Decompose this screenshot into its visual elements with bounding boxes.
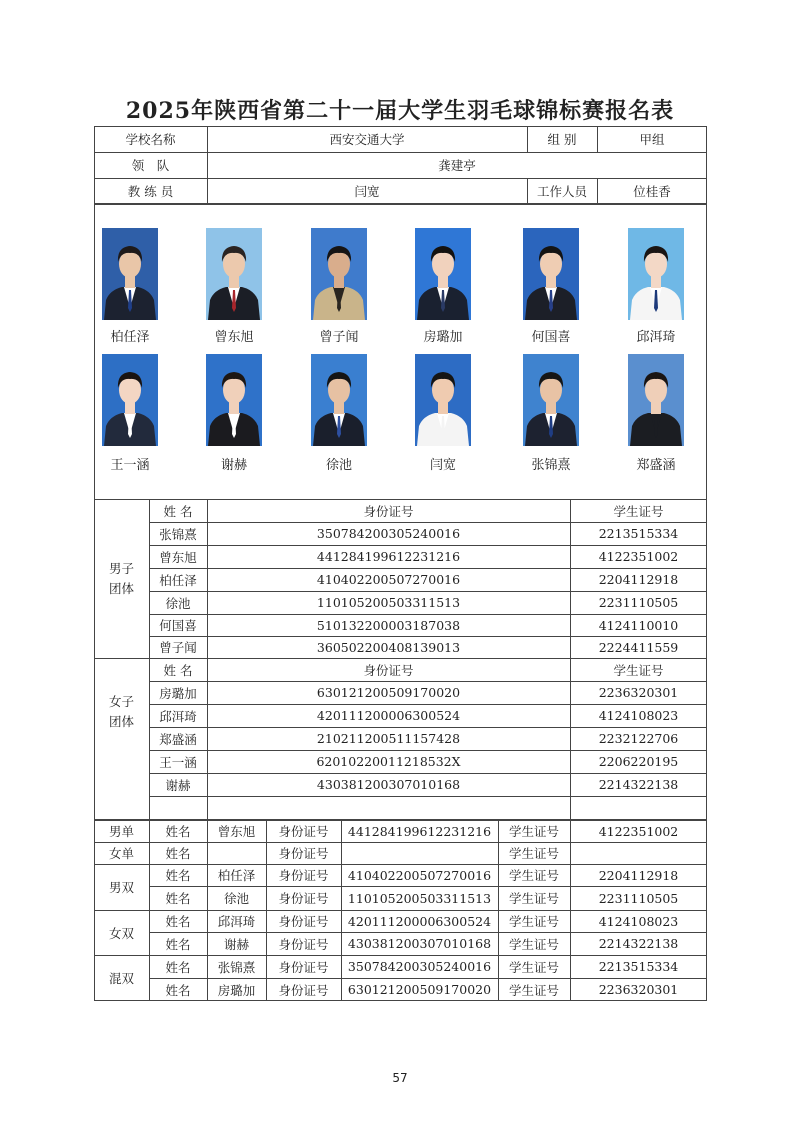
- portrait-image: [102, 354, 158, 446]
- event-player-id: 430381200307010168: [347, 936, 492, 951]
- team-player-id: 210211200511157428: [316, 731, 461, 746]
- staff-value: 位桂香: [633, 184, 671, 199]
- id-photo: [415, 228, 471, 320]
- id-label: 身份证号: [278, 982, 329, 998]
- name-label: 姓名: [165, 846, 191, 861]
- id-label: 身份证号: [278, 824, 329, 839]
- name-label: 姓名: [165, 936, 191, 952]
- name-label: 姓名: [165, 914, 191, 929]
- id-photo: [206, 354, 262, 446]
- coach-label: 教 练 员: [127, 184, 174, 199]
- event-player-name: 房璐加: [217, 982, 256, 998]
- team-player-student-id: 2213515334: [598, 526, 679, 541]
- men-team-label: 男子 团体: [108, 560, 134, 596]
- col-id-header: 身份证号: [363, 662, 414, 678]
- team-player-student-id: 2236320301: [598, 685, 679, 700]
- group-value: 甲组: [639, 132, 665, 147]
- school-value: 西安交通大学: [329, 132, 405, 147]
- team-player-student-id: 2206220195: [598, 754, 679, 769]
- team-player-id: 350784200305240016: [316, 526, 461, 541]
- portrait-image: [415, 228, 471, 320]
- team-player-id: 110105200503311513: [316, 595, 461, 610]
- team-player-student-id: 2204112918: [598, 572, 679, 587]
- id-photo: [415, 354, 471, 446]
- col-name-header: 姓 名: [163, 662, 193, 678]
- team-player-name: 王一涵: [159, 754, 197, 770]
- portrait-image: [628, 228, 684, 320]
- name-label: 姓名: [165, 824, 191, 839]
- photo-caption: 房璐加: [423, 330, 463, 345]
- photo-caption: 徐池: [325, 458, 352, 473]
- name-label: 姓名: [165, 959, 191, 975]
- event-player-id: 630121200509170020: [347, 982, 492, 997]
- group-label: 组 别: [547, 132, 577, 147]
- team-player-name: 谢赫: [165, 777, 191, 793]
- team-player-id: 410402200507270016: [316, 572, 461, 587]
- portrait-image: [415, 354, 471, 446]
- id-photo: [206, 228, 262, 320]
- team-player-id: 430381200307010168: [316, 777, 461, 792]
- portrait-image: [102, 228, 158, 320]
- photo-caption: 谢赫: [220, 458, 247, 473]
- student-id-label: 学生证号: [508, 936, 559, 952]
- team-player-name: 何国喜: [159, 618, 197, 633]
- event-player-name: 张锦熹: [217, 959, 256, 975]
- event-player-name: 谢赫: [223, 936, 249, 952]
- id-photo: [628, 228, 684, 320]
- event-player-name: 柏任泽: [217, 868, 256, 883]
- portrait-image: [311, 354, 367, 446]
- col-student-header: 学生证号: [613, 503, 664, 519]
- team-player-id: 62010220011218532X: [316, 754, 461, 769]
- team-player-name: 郑盛涵: [159, 731, 197, 747]
- event-player-id: 420111200006300524: [347, 913, 492, 929]
- event-player-id: 110105200503311513: [347, 890, 492, 906]
- team-player-name: 张锦熹: [159, 526, 197, 542]
- men-double-label: 男双: [108, 880, 134, 895]
- name-label: 姓名: [165, 868, 191, 883]
- id-photo: [102, 354, 158, 446]
- id-label: 身份证号: [278, 846, 329, 861]
- event-player-name: 徐池: [223, 891, 249, 906]
- event-player-student-id: 4124108023: [598, 913, 679, 929]
- team-player-name: 房璐加: [159, 685, 197, 701]
- event-player-id: 350784200305240016: [347, 959, 492, 974]
- team-player-name: 徐池: [165, 595, 191, 611]
- coach-value: 闫宽: [354, 184, 380, 199]
- team-player-student-id: 4124110010: [598, 617, 679, 633]
- women-double-label: 女双: [108, 925, 134, 941]
- team-player-name: 邱洱琦: [159, 708, 197, 724]
- team-player-id: 420111200006300524: [316, 708, 461, 723]
- photo-caption: 何国喜: [531, 330, 571, 345]
- event-player-name: 曾东旭: [217, 824, 256, 839]
- name-label: 姓名: [165, 982, 191, 998]
- team-player-student-id: 4124108023: [598, 708, 679, 723]
- photo-caption: 郑盛涵: [636, 458, 676, 473]
- id-label: 身份证号: [278, 868, 329, 883]
- event-player-student-id: 4122351002: [598, 823, 679, 839]
- student-id-label: 学生证号: [508, 846, 559, 861]
- student-id-label: 学生证号: [508, 959, 559, 975]
- event-player-id: 410402200507270016: [347, 867, 492, 883]
- id-photo: [523, 354, 579, 446]
- school-label: 学校名称: [125, 132, 176, 147]
- id-photo: [523, 228, 579, 320]
- staff-label: 工作人员: [536, 184, 587, 199]
- photo-caption: 柏任泽: [110, 330, 150, 345]
- team-player-student-id: 2232122706: [598, 731, 679, 746]
- student-id-label: 学生证号: [508, 868, 559, 883]
- event-player-student-id: 2214322138: [598, 936, 679, 951]
- team-player-student-id: 2214322138: [598, 777, 679, 792]
- portrait-image: [523, 228, 579, 320]
- team-player-id: 360502200408139013: [316, 639, 461, 655]
- event-player-student-id: 2213515334: [598, 959, 679, 974]
- team-player-id: 630121200509170020: [316, 685, 461, 700]
- student-id-label: 学生证号: [508, 891, 559, 906]
- portrait-image: [311, 228, 367, 320]
- name-label: 姓名: [165, 891, 191, 906]
- id-photo: [311, 228, 367, 320]
- id-label: 身份证号: [278, 936, 329, 952]
- photo-caption: 曾东旭: [214, 330, 254, 345]
- event-player-student-id: 2231110505: [598, 890, 679, 906]
- photo-caption: 闫宽: [429, 458, 456, 473]
- event-player-student-id: 2236320301: [598, 982, 679, 997]
- id-label: 身份证号: [278, 914, 329, 929]
- women-team-label: 女子 团体: [108, 694, 134, 729]
- student-id-label: 学生证号: [508, 982, 559, 998]
- leader-label: 领 队: [131, 158, 170, 173]
- event-player-student-id: 2204112918: [598, 867, 679, 883]
- id-label: 身份证号: [278, 891, 329, 906]
- photo-caption: 王一涵: [110, 458, 150, 473]
- photo-caption: 曾子闻: [319, 330, 359, 345]
- id-label: 身份证号: [278, 959, 329, 975]
- col-name-header: 姓 名: [163, 503, 193, 519]
- student-id-label: 学生证号: [508, 914, 559, 929]
- id-photo: [102, 228, 158, 320]
- col-id-header: 身份证号: [363, 503, 414, 519]
- leader-value: 龚建亭: [438, 158, 476, 173]
- portrait-image: [206, 228, 262, 320]
- team-player-name: 曾子闻: [159, 640, 197, 655]
- team-player-student-id: 2231110505: [598, 595, 679, 610]
- team-player-name: 柏任泽: [159, 572, 197, 588]
- event-player-id: 441284199612231216: [347, 823, 492, 839]
- women-single-label: 女单: [108, 846, 134, 861]
- student-id-label: 学生证号: [508, 824, 559, 839]
- portrait-image: [628, 354, 684, 446]
- mixed-double-label: 混双: [108, 971, 134, 986]
- team-player-id: 441284199612231216: [316, 549, 461, 564]
- id-photo: [628, 354, 684, 446]
- team-player-student-id: 2224411559: [598, 639, 679, 655]
- id-photo: [311, 354, 367, 446]
- team-player-id: 510132200003187038: [316, 617, 461, 633]
- page-number: 57: [392, 1071, 408, 1085]
- team-player-student-id: 4122351002: [598, 549, 679, 564]
- col-student-header: 学生证号: [613, 662, 664, 678]
- portrait-image: [523, 354, 579, 446]
- portrait-image: [206, 354, 262, 446]
- row-divider: [149, 796, 707, 797]
- photo-caption: 邱洱琦: [636, 330, 676, 345]
- page-title: 2025年陕西省第二十一届大学生羽毛球锦标赛报名表: [125, 98, 675, 124]
- men-single-label: 男单: [108, 824, 134, 839]
- photo-caption: 张锦熹: [531, 458, 571, 473]
- team-player-name: 曾东旭: [159, 549, 197, 565]
- event-player-name: 邱洱琦: [217, 914, 256, 929]
